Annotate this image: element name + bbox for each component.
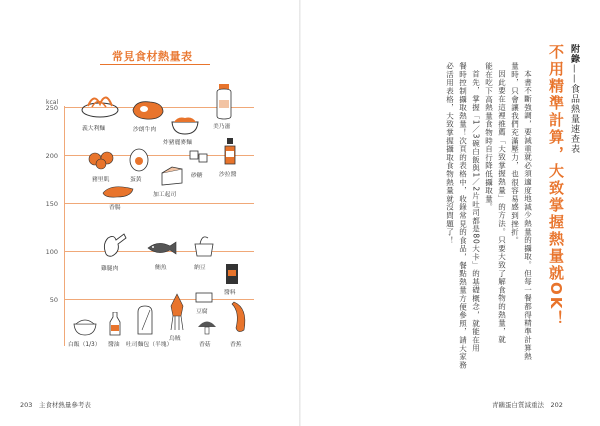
gridline-150 xyxy=(64,203,254,204)
chart-title-rule xyxy=(100,64,210,65)
processed-cheese-illustration xyxy=(160,165,184,187)
label-sauce: 醬料 xyxy=(224,290,236,296)
label-dressing: 沙拉醬 xyxy=(219,172,237,178)
tick-50: 50 xyxy=(49,296,58,304)
label-natto: 納豆 xyxy=(194,265,206,271)
label-pork-bowl: 炸豬麗麥麵 xyxy=(163,140,192,146)
label-mushroom: 香菇 xyxy=(199,342,211,348)
chart-title: 常見食材熱量表 xyxy=(112,50,193,63)
label-rice: 白飯（1/3） xyxy=(68,342,101,348)
mushroom-illustration xyxy=(196,318,218,336)
label-chicken-thigh: 雞腿肉 xyxy=(101,266,119,272)
squid-illustration xyxy=(166,292,188,332)
body-paragraph-6: 餐時控制攝取熱量！次頁的表格中，收錄常見的食品，餐點熱量方便參照，請大家務 xyxy=(458,62,468,370)
body-paragraph-5: 首先，掌握「1／3碗白飯與1／2片吐司都是80大卡」的基礎概念，就能在用 xyxy=(471,70,481,353)
label-processed-cheese: 加工起司 xyxy=(153,192,177,198)
body-paragraph-3: 因此要在這裡推薦「大致掌握熱量」的方法。只要大致了解食物的熱量，就 xyxy=(497,70,507,344)
label-banana: 香蕉 xyxy=(230,342,242,348)
tick-150: 150 xyxy=(45,200,58,208)
pork-loin-illustration xyxy=(86,148,116,170)
right-page xyxy=(300,0,600,426)
mayonnaise-illustration xyxy=(214,84,234,120)
axis-unit: kcal xyxy=(46,99,59,106)
label-squid: 烏賊 xyxy=(169,336,181,342)
label-egg-yolk: 蛋黃 xyxy=(130,177,142,183)
label-tuna: 鮪魚 xyxy=(155,265,167,271)
label-tofu: 豆腐 xyxy=(196,309,208,315)
body-paragraph-4: 能在吃下高熱量食物時自行降低攝取量。 xyxy=(484,62,494,212)
label-steak: 沙朗牛肉 xyxy=(133,127,157,133)
appendix-subtitle xyxy=(568,44,581,154)
appendix-title: ——食品熱量速查表 xyxy=(569,64,579,154)
chicken-thigh-illustration xyxy=(98,230,128,260)
left-footer: 203 主食材熱量參考表 xyxy=(20,401,91,409)
egg-illustration xyxy=(128,148,150,172)
label-pork-loin: 豬里肌 xyxy=(92,177,110,183)
steak-illustration xyxy=(130,98,166,122)
sauce-bottle-illustration xyxy=(225,262,239,284)
y-axis-line xyxy=(64,106,65,346)
banana-illustration xyxy=(228,300,250,336)
label-sausage: 香腸 xyxy=(109,205,121,211)
dressing-illustration xyxy=(222,138,238,166)
rice-bowl-illustration xyxy=(72,316,98,336)
gridline-50 xyxy=(64,299,254,300)
tuna-illustration xyxy=(146,240,178,256)
body-paragraph-7: 必活用表格，大致掌握攝取食物熱量就沒問題了！ xyxy=(445,62,455,245)
tick-250: 250 xyxy=(45,104,58,112)
tick-200: 200 xyxy=(45,152,58,160)
natto-illustration xyxy=(192,232,216,258)
appendix-label: 附錄 xyxy=(569,44,579,64)
label-mayonnaise: 美乃滋 xyxy=(213,124,231,130)
headline: 不用精準計算，大致掌握熱量就OK！ xyxy=(547,44,565,328)
pasta-illustration xyxy=(80,86,120,120)
tofu-illustration xyxy=(194,290,214,304)
pork-rice-bowl-illustration xyxy=(170,114,200,136)
tick-100: 100 xyxy=(45,248,58,256)
label-sugar: 砂糖 xyxy=(191,173,203,179)
label-soy-sauce: 醬油 xyxy=(108,342,120,348)
body-paragraph-1: 本書不斷強調，要減重就必須適度地減少熱量的攝取。但每一餐都得精準計算熱 xyxy=(523,70,533,361)
toast-illustration xyxy=(134,304,156,336)
sugar-illustration xyxy=(188,148,210,166)
sausage-illustration xyxy=(101,183,135,199)
label-toast: 吐司麵包（半塊） xyxy=(126,342,173,348)
soy-sauce-illustration xyxy=(108,312,122,336)
right-footer: 青鷗蛋白質減重法 202 xyxy=(492,401,563,409)
body-paragraph-2: 量時，只會讓我們充滿壓力，也很容易感到挫折。 xyxy=(510,62,520,245)
label-pasta: 義大利麵 xyxy=(82,126,106,132)
